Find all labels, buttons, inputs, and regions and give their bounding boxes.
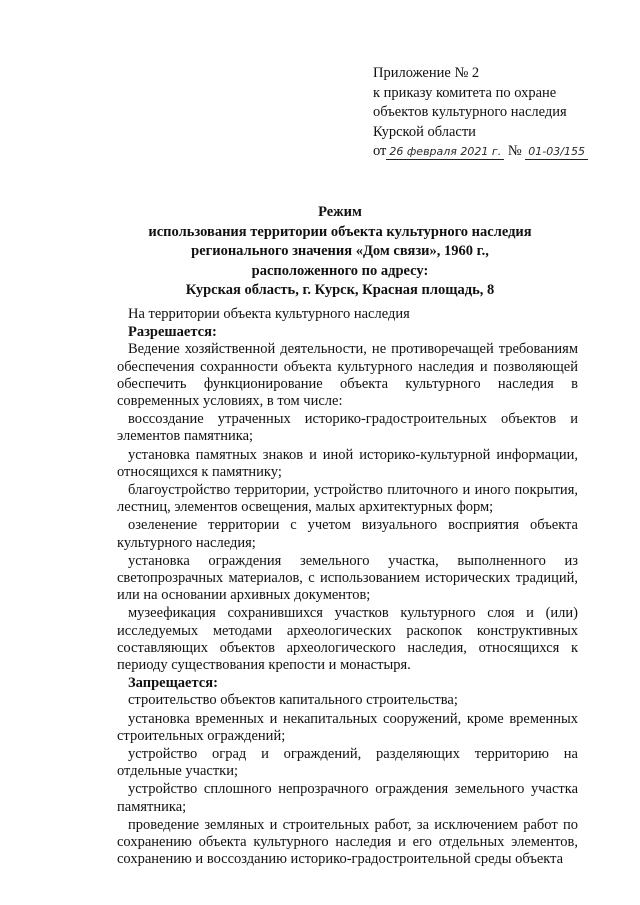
intro-text: На территории объекта культурного наследия <box>128 306 410 322</box>
allowed-item: установка памятных знаков и иной историко-культурной информации, относящихся к памятнику; <box>117 446 578 480</box>
forbidden-item: строительство объектов капитального строительства; <box>128 692 458 709</box>
title-line: расположенного по адресу: <box>251 262 429 279</box>
forbidden-item: устройство оград и ограждений, разделяющих территорию на отдельные участки; <box>117 746 578 780</box>
appendix-block <box>373 64 588 162</box>
handwritten-date: 26 февраля 2021 г. <box>386 145 504 160</box>
date-prefix: от <box>373 143 387 159</box>
allowed-item: озеленение территории с учетом визуального восприятия объекта культурного наследия; <box>117 517 578 551</box>
title-line: регионального значения «Дом связи», 1960 г., <box>191 243 489 259</box>
allowed-item: воссоздание утраченных историко-градостроительных объектов и элементов памятника; <box>117 411 578 445</box>
appendix-date-line <box>373 142 588 162</box>
number-prefix: № <box>507 143 522 159</box>
document-title <box>100 203 580 301</box>
forbidden-item: проведение земляных и строительных работ, за исключением работ по сохранению объекта культурного наследия и его отдельных элементов, сохранению и воссозданию историко-градостроительной среды объекта <box>117 816 578 868</box>
appendix-line: Курской области <box>373 123 476 140</box>
document-body <box>117 306 578 870</box>
appendix-line: объектов культурного наследия <box>373 104 567 120</box>
title-line: Режим <box>318 204 362 220</box>
allowed-item: благоустройство территории, устройство плиточного и иного покрытия, лестниц, элементов освещения, малых архитектурных форм; <box>117 482 578 516</box>
allowed-item: музеефикация сохранившихся участков культурного слоя и (или) исследуемых методами археологических раскопок конструктивных составляющих объектов археологического наследия, относящихся к периоду существования крепости и монастыря. <box>117 605 578 674</box>
appendix-line: Приложение № 2 <box>373 65 480 81</box>
title-line: Курская область, г. Курск, Красная площадь, 8 <box>185 282 495 298</box>
allowed-item: Ведение хозяйственной деятельности, не противоречащей требованиям обеспечения сохранности объекта культурного наследия и позволяющей обеспечить функционирование объекта культурного наследия в современных условиях, в том числе: <box>117 341 578 410</box>
forbidden-item: установка временных и некапитальных сооружений, кроме временных строительных ограждений; <box>117 710 578 744</box>
title-line: использования территории объекта культурного наследия <box>148 223 532 240</box>
allowed-heading: Разрешается: <box>128 324 217 341</box>
forbidden-heading: Запрещается: <box>128 675 218 692</box>
allowed-item: установка ограждения земельного участка, выполненного из светопрозрачных материалов, с использованием исторических традиций, или на основании архивных документов; <box>117 552 578 604</box>
forbidden-item: устройство сплошного непрозрачного ограждения земельного участка памятника; <box>117 781 578 815</box>
handwritten-number: 01-03/155 <box>525 145 588 160</box>
appendix-line: к приказу комитета по охране <box>373 84 557 101</box>
